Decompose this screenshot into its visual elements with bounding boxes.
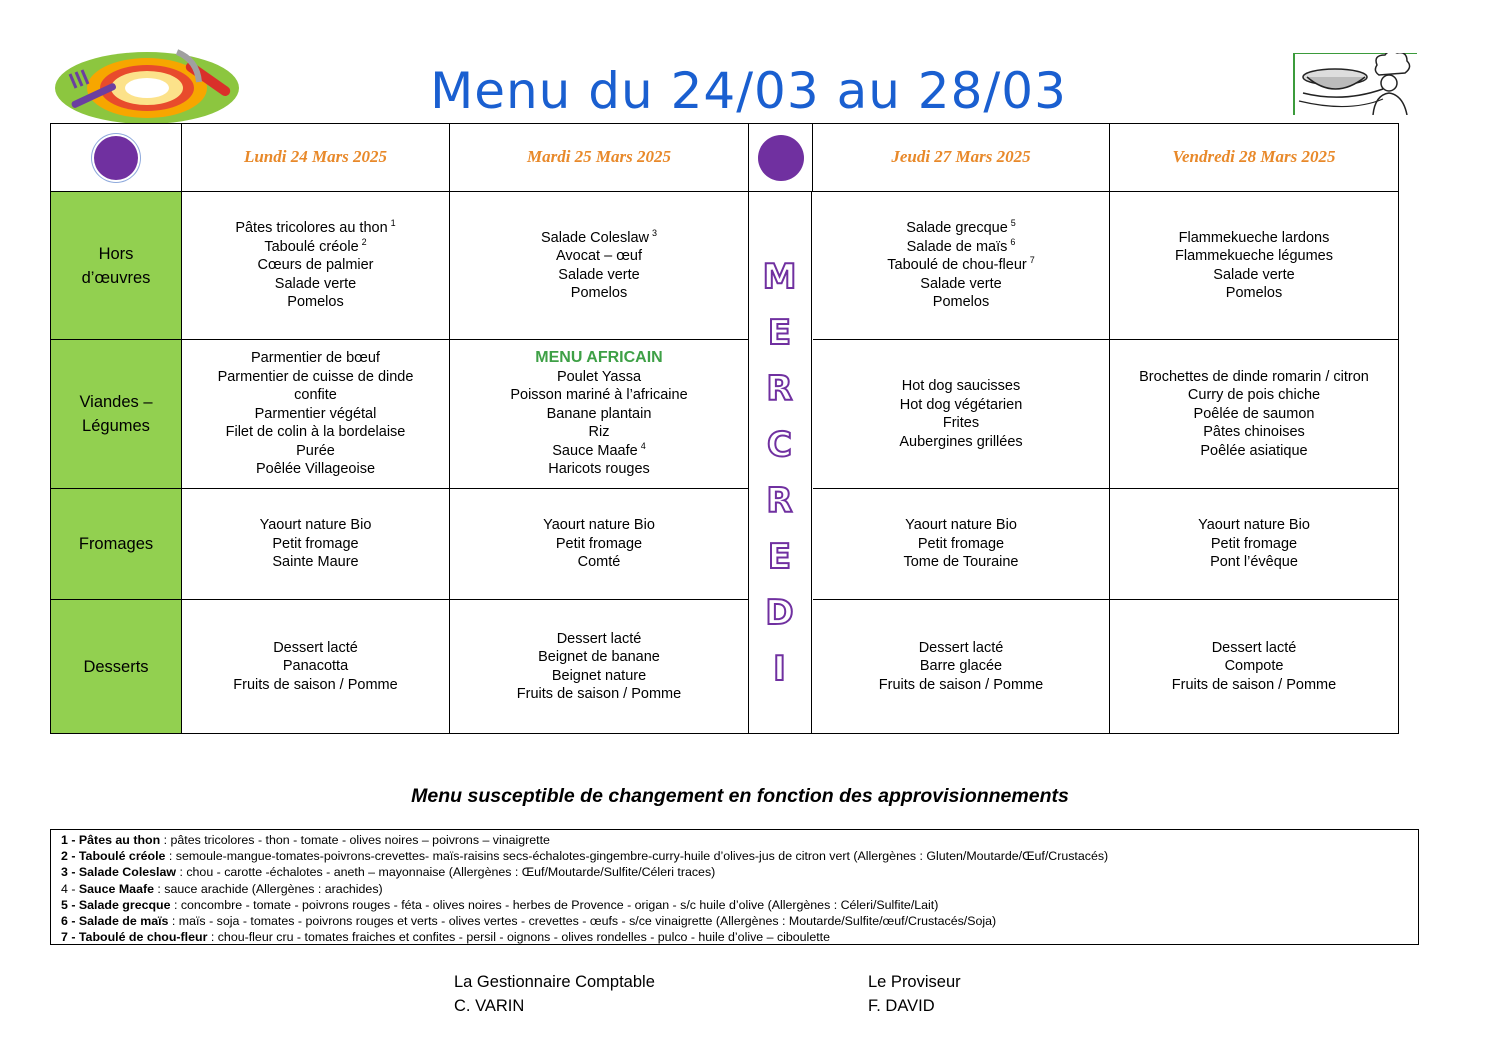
allergen-footnote-ref: 7 <box>1029 255 1035 266</box>
menu-item-text: Poulet Yassa <box>556 368 642 385</box>
menu-item <box>218 368 414 387</box>
menu-item-text: Salade verte <box>274 275 357 292</box>
wednesday-column <box>748 191 812 733</box>
menu-item-text: Fruits de saison / Pomme <box>878 676 1044 693</box>
menu-item-text: Pâtes tricolores au thon <box>235 220 388 237</box>
menu-item-text: Dessert lacté <box>556 630 642 647</box>
menu-item <box>571 284 627 303</box>
menu-item <box>275 275 356 294</box>
menu-item-text: Filet de colin à la bordelaise <box>225 424 406 441</box>
menu-item <box>943 414 979 433</box>
menu-item <box>233 676 397 695</box>
menu-item <box>557 368 641 387</box>
wednesday-letter: R <box>766 369 793 409</box>
menu-item <box>900 396 1023 415</box>
menu-item <box>1200 442 1307 461</box>
menu-item-text: Brochettes de dinde romarin / citron <box>1139 368 1369 385</box>
menu-item-text: Salade verte <box>920 275 1002 292</box>
menu-item <box>1226 284 1282 303</box>
menu-item-text: Cœurs de palmier <box>257 257 374 274</box>
menu-item <box>273 639 358 658</box>
menu-item-text: Pomelos <box>287 294 344 311</box>
note-number: 7 - <box>61 930 79 945</box>
row-header-viandes-legumes <box>51 340 182 489</box>
allergen-footnote-ref: 1 <box>390 218 396 229</box>
menu-item <box>1211 535 1297 554</box>
menu-cell-monday <box>182 192 450 340</box>
row-header-desserts <box>51 600 182 733</box>
allergen-note <box>61 832 1408 848</box>
menu-cell-tuesday <box>450 600 749 733</box>
menu-item-text: Petit fromage <box>1210 535 1298 552</box>
allergen-footnote-ref: 2 <box>361 236 367 247</box>
menu-item-text: Beignet nature <box>551 667 647 684</box>
row-label-line: Hors <box>98 244 134 263</box>
note-number: 6 - <box>61 914 79 929</box>
menu-item-text: Pomelos <box>1225 285 1283 301</box>
menu-item <box>226 423 406 442</box>
menu-item <box>556 535 642 554</box>
note-description: : semoule-mangue-tomates-poivrons-crevettes- maïs-raisins secs-échalotes-gingembre-curry-huile d’olives-jus de citron vert (Allergènes : Gluten/Moutarde/Œuf/Crustacés) <box>165 849 1109 864</box>
menu-item <box>907 238 1016 257</box>
menu-item <box>920 657 1002 676</box>
menu-item <box>556 247 642 266</box>
menu-item-text: Pâtes chinoises <box>1203 424 1305 441</box>
wednesday-letter: R <box>766 481 793 521</box>
menu-item <box>547 405 652 424</box>
menu-item <box>1198 516 1310 535</box>
menu-cell-monday <box>182 600 450 733</box>
signature-left-name: C. VARIN <box>454 997 525 1015</box>
note-number: 1 - <box>61 833 79 847</box>
purple-circle-icon <box>94 136 138 180</box>
menu-item <box>919 639 1004 658</box>
wednesday-letter: D <box>765 593 794 633</box>
menu-item-text: Compote <box>1224 658 1284 675</box>
allergen-footnote-ref: 5 <box>1010 218 1016 229</box>
menu-item-text: Comté <box>577 554 621 571</box>
signature-left-title: La Gestionnaire Comptable <box>454 973 655 991</box>
menu-item-text: Frites <box>942 415 980 431</box>
menu-item-text: Banane plantain <box>546 405 652 422</box>
menu-item <box>294 386 337 405</box>
menu-cell-thursday <box>813 489 1110 600</box>
menu-item <box>903 553 1018 572</box>
note-dish-name: Pâtes au thon <box>78 833 161 847</box>
menu-item <box>296 442 335 461</box>
day-header-monday: Lundi 24 Mars 2025 <box>182 124 450 192</box>
menu-item-text: Salade verte <box>1213 266 1295 283</box>
menu-item <box>256 460 375 479</box>
allergen-note <box>61 864 1408 880</box>
menu-item <box>272 535 358 554</box>
row-header-fromages <box>51 489 182 600</box>
note-dish-name: Sauce Maafe <box>78 881 154 896</box>
menu-notice: Menu susceptible de changement en fonction des approvisionnements <box>411 785 1069 807</box>
menu-item <box>552 442 645 461</box>
menu-item-text: Parmentier végétal <box>254 405 377 422</box>
menu-item <box>1175 247 1333 266</box>
menu-item <box>264 238 366 257</box>
menu-item-text: Riz <box>588 424 610 441</box>
menu-item-text: Haricots rouges <box>548 461 650 478</box>
menu-item <box>548 460 650 479</box>
menu-item-text: Yaourt nature Bio <box>543 517 655 534</box>
menu-item <box>1188 386 1320 405</box>
menu-item <box>517 685 681 704</box>
menu-item <box>1172 676 1336 695</box>
menu-cell-thursday <box>813 600 1110 733</box>
note-description: : maïs - soja - tomates - poivrons rouges et verts - olives vertes - crevettes - œufs - s/ce vinaigrette (Allergènes : Moutarde/Sulfite/œuf/Crustacés/Soja) <box>168 914 997 929</box>
menu-item-text: Poisson mariné à l’africaine <box>510 387 688 404</box>
menu-item <box>906 219 1016 238</box>
menu-item <box>1212 639 1297 658</box>
menu-item <box>905 516 1017 535</box>
menu-item-text: Fruits de saison / Pomme <box>516 686 682 702</box>
menu-cell-tuesday <box>450 340 749 489</box>
allergen-footnote-ref: 6 <box>1010 236 1016 247</box>
menu-item-text: Petit fromage <box>555 535 643 552</box>
menu-item-text: Aubergines grillées <box>899 433 1023 450</box>
menu-item <box>578 553 621 572</box>
menu-item-text: Purée <box>296 442 335 459</box>
page-title: Menu du 24/03 au 28/03 <box>430 62 1067 120</box>
allergen-footnote-ref: 4 <box>640 440 646 451</box>
menu-item <box>1139 368 1369 387</box>
menu-item-text: Pont l’évêque <box>1210 554 1298 571</box>
menu-item <box>283 657 348 676</box>
menu-item-text: Sainte Maure <box>272 554 359 571</box>
purple-circle-icon <box>758 135 804 181</box>
menu-item-text: Barre glacée <box>919 658 1003 675</box>
menu-item-text: Taboulé de chou-fleur <box>887 257 1027 274</box>
note-number: 5 - <box>61 897 79 912</box>
menu-item <box>251 349 380 368</box>
row-header-hors-doeuvres <box>51 192 182 340</box>
wednesday-letter: E <box>767 313 792 353</box>
menu-item <box>287 293 343 312</box>
menu-item-text: Salade grecque <box>906 220 1008 237</box>
allergen-note <box>61 881 1408 897</box>
menu-cell-friday <box>1110 192 1398 340</box>
menu-item-text: Curry de pois chiche <box>1187 387 1321 404</box>
menu-item <box>899 433 1022 452</box>
signature-right-title: Le Proviseur <box>868 973 961 991</box>
allergen-note <box>61 929 1408 945</box>
wednesday-letter: M <box>762 257 797 297</box>
menu-item-text: Salade verte <box>558 266 640 283</box>
allergen-note <box>61 848 1408 864</box>
note-description: : chou-fleur cru - tomates fraiches et confites - persil - oignons - olives rondelles - pulco - huile d’olive – ciboulette <box>207 930 830 945</box>
menu-item-text: Taboulé créole <box>264 238 359 255</box>
menu-item-text: Pomelos <box>570 285 628 301</box>
menu-item-text: Tome de Touraine <box>903 554 1019 571</box>
allergen-notes <box>50 829 1419 945</box>
menu-cell-monday <box>182 489 450 600</box>
menu-item-text: Flammekueche légumes <box>1175 248 1333 264</box>
menu-item <box>543 516 655 535</box>
menu-item-text: confite <box>294 387 337 404</box>
menu-item <box>920 275 1001 294</box>
menu-item <box>541 229 657 248</box>
menu-item-text: Poêlée Villageoise <box>255 461 376 478</box>
note-number: 3 - <box>61 865 79 880</box>
row-label-line: Desserts <box>83 657 149 676</box>
menu-item <box>557 630 642 649</box>
menu-item-text: Petit fromage <box>272 535 359 552</box>
menu-item-text: Beignet de banane <box>538 649 660 665</box>
menu-item <box>1179 229 1330 248</box>
menu-item-text: Petit fromage <box>917 535 1005 552</box>
menu-item <box>257 256 373 275</box>
menu-item <box>887 256 1034 275</box>
menu-item <box>1210 553 1298 572</box>
note-description: : pâtes tricolores - thon - tomate - olives noires – poivrons – vinaigrette <box>160 833 550 847</box>
menu-item-text: Avocat – œuf <box>556 248 642 264</box>
menu-item <box>552 667 646 686</box>
menu-item-text: Poêlée asiatique <box>1200 442 1308 459</box>
day-header-thursday: Jeudi 27 Mars 2025 <box>813 124 1110 192</box>
menu-item-text: Parmentier de cuisse de dinde <box>217 368 414 385</box>
note-number: 2 - <box>61 849 79 864</box>
row-label-line: Viandes – <box>79 393 153 411</box>
menu-item-text: Dessert lacté <box>1211 639 1297 656</box>
menu-item-text: Yaourt nature Bio <box>259 517 372 534</box>
menu-item-text: Panacotta <box>282 658 349 675</box>
menu-item <box>1203 423 1305 442</box>
note-dish-name: Taboulé de chou-fleur <box>78 930 208 945</box>
menu-item <box>1213 266 1294 285</box>
menu-cell-tuesday <box>450 489 749 600</box>
menu-item <box>918 535 1004 554</box>
menu-theme-heading: MENU AFRICAIN <box>535 349 663 367</box>
menu-item-text: Salade Coleslaw <box>540 229 649 246</box>
menu-table <box>50 123 1399 734</box>
menu-item <box>879 676 1043 695</box>
note-description: : concombre - tomate - poivrons rouges - féta - olives noires - herbes de Provence - origan - s/c huile d’olive (Allergènes : Céleri/Sulfite/Lait) <box>170 897 939 912</box>
menu-item <box>272 553 358 572</box>
menu-item-text: Poêlée de saumon <box>1193 405 1315 422</box>
wednesday-letter: I <box>773 649 786 689</box>
signature-right-name: F. DAVID <box>868 997 935 1015</box>
menu-item <box>1225 657 1284 676</box>
menu-item-text: Salade de maïs <box>906 238 1008 255</box>
menu-item <box>1194 405 1315 424</box>
note-description: : sauce arachide (Allergènes : arachides) <box>153 881 383 896</box>
day-header-friday: Vendredi 28 Mars 2025 <box>1110 124 1398 192</box>
menu-item-text: Sauce Maafe <box>552 442 638 459</box>
row-label-line: d’œuvres <box>81 268 151 287</box>
note-description: : chou - carotte -échalotes - aneth – mayonnaise (Allergènes : Œuf/Moutarde/Sulfite/Céleri traces) <box>176 865 716 880</box>
menu-cell-friday <box>1110 600 1398 733</box>
note-dish-name: Taboulé créole <box>78 849 166 864</box>
menu-cell-friday <box>1110 340 1398 489</box>
menu-item <box>589 423 610 442</box>
wednesday-letter: C <box>767 425 792 465</box>
note-dish-name: Salade grecque <box>78 897 171 912</box>
menu-item-text: Hot dog végétarien <box>899 396 1023 413</box>
day-header-wednesday <box>749 124 813 192</box>
allergen-note <box>61 913 1408 929</box>
menu-item <box>510 386 687 405</box>
menu-item-text: Flammekueche lardons <box>1178 229 1330 246</box>
menu-item <box>260 516 372 535</box>
menu-item-text: Hot dog saucisses <box>901 378 1021 394</box>
menu-item-text: Parmentier de bœuf <box>251 350 380 367</box>
row-label-line: Fromages <box>78 535 154 553</box>
menu-cell-thursday <box>813 340 1110 489</box>
menu-item <box>933 293 989 312</box>
day-header-tuesday: Mardi 25 Mars 2025 <box>450 124 749 192</box>
menu-cell-tuesday <box>450 192 749 340</box>
note-dish-name: Salade Coleslaw <box>78 865 177 880</box>
menu-cell-monday <box>182 340 450 489</box>
note-dish-name: Salade de maïs <box>78 914 169 929</box>
menu-item <box>538 648 660 667</box>
allergen-footnote-ref: 3 <box>652 227 658 238</box>
menu-item <box>558 266 639 285</box>
menu-item-text: Yaourt nature Bio <box>1198 517 1310 534</box>
menu-item-text: Dessert lacté <box>273 639 358 656</box>
row-label-line: Légumes <box>82 417 150 435</box>
allergen-note <box>61 897 1408 913</box>
menu-item <box>255 405 377 424</box>
corner-cell <box>51 124 182 192</box>
wednesday-letter: E <box>767 537 792 577</box>
menu-item-text: Yaourt nature Bio <box>905 517 1017 534</box>
note-number: 4 - <box>61 881 79 896</box>
menu-item-text: Pomelos <box>932 294 990 311</box>
menu-item <box>902 377 1020 396</box>
menu-item-text: Dessert lacté <box>918 639 1004 656</box>
menu-cell-friday <box>1110 489 1398 600</box>
menu-cell-thursday <box>813 192 1110 340</box>
menu-item-text: Fruits de saison / Pomme <box>233 676 398 693</box>
menu-item-text: Fruits de saison / Pomme <box>1171 676 1337 693</box>
menu-item <box>235 219 395 238</box>
